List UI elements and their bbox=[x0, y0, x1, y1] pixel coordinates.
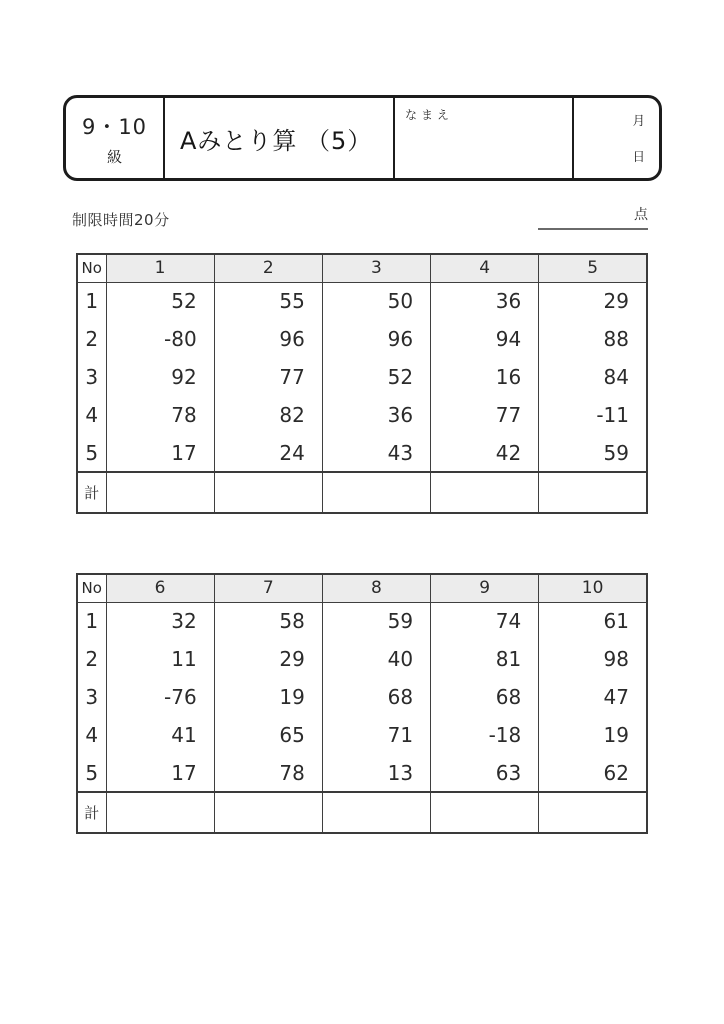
total-blank-cell bbox=[106, 472, 214, 513]
column-header: 1 bbox=[106, 254, 214, 282]
total-blank-cell bbox=[322, 792, 430, 833]
value-cell: 17 bbox=[106, 434, 214, 472]
row-number: 4 bbox=[85, 723, 99, 747]
value-cell: 68 bbox=[431, 678, 539, 716]
value-cell: 16 bbox=[431, 358, 539, 396]
value-cell: 58 bbox=[214, 602, 322, 640]
table-data-row bbox=[77, 716, 647, 754]
total-row bbox=[77, 472, 647, 513]
column-header: 7 bbox=[214, 574, 322, 602]
worksheet-title: Aみとり算 （5） bbox=[165, 98, 395, 178]
row-number: 3 bbox=[85, 365, 99, 389]
grade-cell bbox=[66, 98, 165, 178]
column-header: 4 bbox=[431, 254, 539, 282]
value-cell: 36 bbox=[431, 282, 539, 320]
value-cell: 40 bbox=[322, 640, 430, 678]
row-number: 5 bbox=[85, 440, 99, 465]
column-header: 8 bbox=[322, 574, 430, 602]
total-blank-cell bbox=[431, 792, 539, 833]
value-cell: 78 bbox=[214, 754, 322, 792]
value-cell: 98 bbox=[539, 640, 647, 678]
row-number: 3 bbox=[85, 685, 99, 709]
value-cell: 96 bbox=[214, 320, 322, 358]
row-number: 4 bbox=[85, 403, 99, 427]
table-data-row bbox=[77, 434, 647, 472]
column-header: 2 bbox=[214, 254, 322, 282]
value-cell: 24 bbox=[214, 434, 322, 472]
value-cell: 94 bbox=[431, 320, 539, 358]
table-data-row bbox=[77, 282, 647, 320]
value-cell: 42 bbox=[431, 434, 539, 472]
total-blank-cell bbox=[539, 472, 647, 513]
table-head bbox=[77, 574, 647, 602]
row-number: 5 bbox=[85, 760, 99, 785]
table-header-row bbox=[77, 574, 647, 602]
value-cell: 77 bbox=[431, 396, 539, 434]
value-cell: 19 bbox=[214, 678, 322, 716]
value-cell: 29 bbox=[214, 640, 322, 678]
value-cell: 74 bbox=[431, 602, 539, 640]
date-field bbox=[574, 98, 659, 178]
table-data-row bbox=[77, 320, 647, 358]
value-cell: 36 bbox=[322, 396, 430, 434]
table-body bbox=[77, 602, 647, 833]
value-cell: 50 bbox=[322, 282, 430, 320]
column-header: 3 bbox=[322, 254, 430, 282]
value-cell: 43 bbox=[322, 434, 430, 472]
value-cell: 77 bbox=[214, 358, 322, 396]
value-cell: 61 bbox=[539, 602, 647, 640]
value-cell: 63 bbox=[431, 754, 539, 792]
row-number: 1 bbox=[85, 289, 99, 314]
value-cell: 52 bbox=[322, 358, 430, 396]
table-data-row bbox=[77, 678, 647, 716]
no-column-header: No bbox=[77, 254, 106, 282]
value-cell: 84 bbox=[539, 358, 647, 396]
total-blank-cell bbox=[322, 472, 430, 513]
value-cell: 29 bbox=[539, 282, 647, 320]
value-cell: 59 bbox=[539, 434, 647, 472]
value-cell: 78 bbox=[106, 396, 214, 434]
value-cell: 47 bbox=[539, 678, 647, 716]
day-label: 日 bbox=[632, 149, 645, 164]
value-cell: 41 bbox=[106, 716, 214, 754]
value-cell: 17 bbox=[106, 754, 214, 792]
worksheet-header bbox=[63, 95, 662, 181]
problem-table-1 bbox=[76, 253, 648, 514]
column-header: 5 bbox=[539, 254, 647, 282]
total-blank-cell bbox=[431, 472, 539, 513]
value-cell: 52 bbox=[106, 282, 214, 320]
value-cell: 13 bbox=[322, 754, 430, 792]
table-data-row bbox=[77, 396, 647, 434]
problem-table-2 bbox=[76, 573, 648, 834]
name-field bbox=[395, 98, 574, 178]
column-header: 10 bbox=[539, 574, 647, 602]
value-cell: 96 bbox=[322, 320, 430, 358]
value-cell: 62 bbox=[539, 754, 647, 792]
value-cell: 88 bbox=[539, 320, 647, 358]
score-blank bbox=[538, 204, 648, 230]
score-label: 点 bbox=[634, 207, 648, 223]
value-cell: -11 bbox=[539, 396, 647, 434]
total-blank-cell bbox=[214, 792, 322, 833]
value-cell: 11 bbox=[106, 640, 214, 678]
table-header-row bbox=[77, 254, 647, 282]
name-label: なまえ bbox=[405, 108, 454, 122]
total-blank-cell bbox=[106, 792, 214, 833]
value-cell: -76 bbox=[106, 678, 214, 716]
table-body bbox=[77, 282, 647, 513]
value-cell: -80 bbox=[106, 320, 214, 358]
value-cell: 82 bbox=[214, 396, 322, 434]
value-cell: 68 bbox=[322, 678, 430, 716]
value-cell: 32 bbox=[106, 602, 214, 640]
table-data-row bbox=[77, 754, 647, 792]
total-row bbox=[77, 792, 647, 833]
value-cell: 81 bbox=[431, 640, 539, 678]
table-data-row bbox=[77, 358, 647, 396]
no-column-header: No bbox=[77, 574, 106, 602]
value-cell: 65 bbox=[214, 716, 322, 754]
value-cell: -18 bbox=[431, 716, 539, 754]
row-number: 2 bbox=[85, 647, 99, 671]
total-label: 計 bbox=[77, 472, 106, 513]
row-number: 1 bbox=[85, 609, 99, 634]
grade-label: 級 bbox=[106, 148, 122, 166]
month-label: 月 bbox=[632, 113, 645, 128]
total-label: 計 bbox=[77, 792, 106, 833]
table-head bbox=[77, 254, 647, 282]
column-header: 6 bbox=[106, 574, 214, 602]
value-cell: 19 bbox=[539, 716, 647, 754]
value-cell: 71 bbox=[322, 716, 430, 754]
table-data-row bbox=[77, 602, 647, 640]
value-cell: 92 bbox=[106, 358, 214, 396]
total-blank-cell bbox=[214, 472, 322, 513]
column-header: 9 bbox=[431, 574, 539, 602]
table-data-row bbox=[77, 640, 647, 678]
total-blank-cell bbox=[539, 792, 647, 833]
value-cell: 59 bbox=[322, 602, 430, 640]
subheader-row bbox=[72, 204, 648, 230]
time-limit-label: 制限時間20分 bbox=[72, 211, 170, 229]
value-cell: 55 bbox=[214, 282, 322, 320]
row-number: 2 bbox=[85, 327, 99, 351]
grade-level: 9・10 bbox=[81, 115, 148, 139]
